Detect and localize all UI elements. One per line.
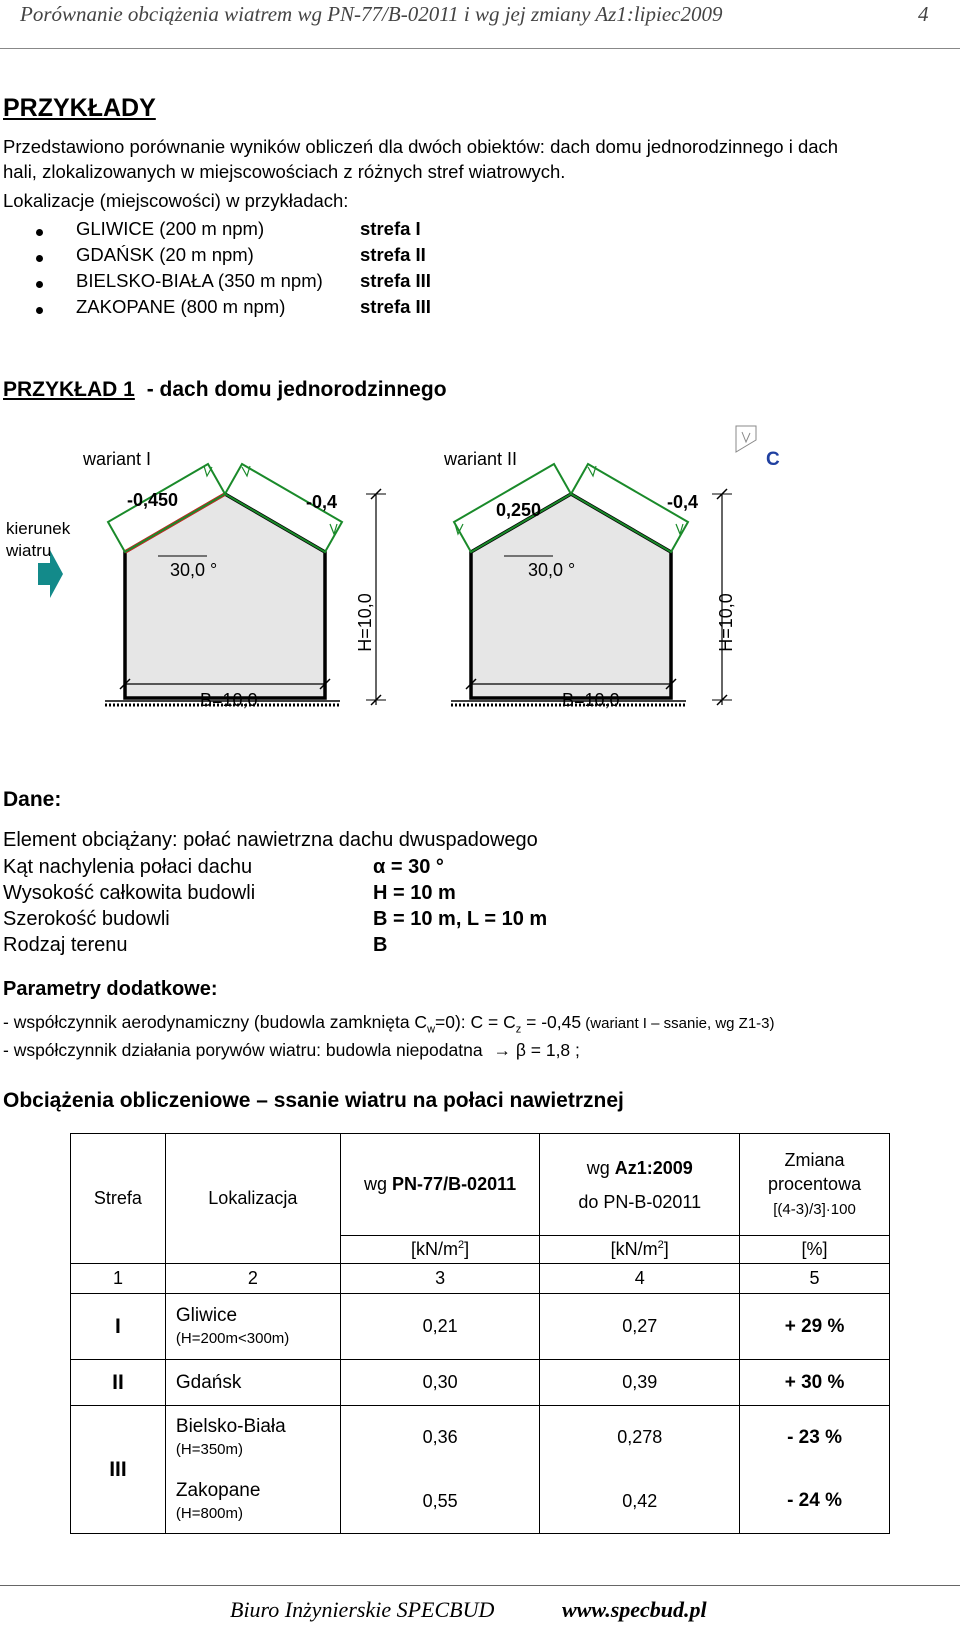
- legend-c-label: C: [766, 449, 780, 470]
- location-name: BIELSKO-BIAŁA (350 m npm): [76, 270, 323, 291]
- location-name: GLIWICE (200 m npm): [76, 218, 265, 239]
- header-pn-code: PN-77/B-02011: [392, 1174, 517, 1194]
- location-name: Gliwice: [175, 1305, 238, 1326]
- unit-cell: [%]: [740, 1236, 890, 1264]
- v2-width-label: B=10,0: [562, 690, 620, 710]
- intro-line-2: hali, zlokalizowanych w miejscowościach z różnych stref wiatrowych.: [3, 161, 566, 182]
- wind-direction-label-1: kierunek: [6, 519, 71, 538]
- col-number: 4: [540, 1264, 740, 1294]
- bullet-icon: [36, 281, 43, 288]
- subscript-w: w: [427, 1023, 436, 1036]
- table-row: [71, 1406, 890, 1470]
- data-row-label: Element obciążany: połać nawietrzna dachu dwuspadowego: [3, 829, 538, 851]
- v2-height-label: H=10,0: [715, 593, 736, 652]
- unit-text: ]: [464, 1239, 470, 1259]
- params-line-2-value: β = 1,8 ;: [515, 1040, 580, 1060]
- v1-width-label: B=10,0: [200, 690, 258, 710]
- v1-windward-coefficient: -0,450: [127, 490, 179, 510]
- bullet-icon: [36, 307, 43, 314]
- v1-leeward-coefficient: -0,4: [306, 492, 338, 512]
- zone-cell: II: [71, 1360, 166, 1406]
- bullet-icon: [36, 255, 43, 262]
- unit-cell: [340, 1236, 540, 1264]
- building-2-outline: [471, 494, 671, 698]
- pn-value: 0,55: [340, 1470, 540, 1534]
- location-name: GDAŃSK (20 m npm): [76, 244, 254, 265]
- location-note: (H=800m): [175, 1504, 243, 1522]
- unit-sup: 2: [657, 1239, 664, 1251]
- locations-label: Lokalizacje (miejscowości) w przykładach:: [3, 190, 349, 211]
- v1-roof-angle: 30,0 °: [170, 560, 218, 580]
- example1-heading-suffix: - dach domu jednorodzinnego: [146, 378, 447, 401]
- legend-c-arrow: [742, 432, 750, 442]
- location-name: Zakopane: [175, 1479, 261, 1501]
- data-row-value: B = 10 m, L = 10 m: [373, 908, 548, 930]
- legend-c-shape: [736, 426, 756, 452]
- variant-2-label: wariant II: [444, 449, 518, 469]
- v1-height-label: H=10,0: [354, 593, 375, 652]
- header-rule: [0, 48, 960, 49]
- building-1-outline: [125, 494, 325, 698]
- location-zone: strefa III: [360, 270, 431, 291]
- column-numbers-row: [71, 1264, 890, 1294]
- document-header-title: Porównanie obciążenia wiatrem wg PN-77/B-02011 i wg jej zmiany Az1:lipiec2009: [20, 2, 723, 26]
- location-name: Gdańsk: [165, 1360, 340, 1406]
- unit-text: [kN/m: [610, 1239, 658, 1259]
- zone-cell: I: [71, 1294, 166, 1360]
- location-name: ZAKOPANE (800 m npm): [76, 296, 286, 317]
- location-zone: strefa II: [360, 244, 426, 265]
- example1-heading-block: [3, 378, 447, 402]
- arrow-right-icon: →: [493, 1040, 511, 1060]
- location-cell: [165, 1470, 340, 1534]
- location-cell: [165, 1406, 340, 1470]
- header-change-formula: [(4-3)/3]·100: [773, 1200, 856, 1218]
- params-line-2-text: - współczynnik działania porywów wiatru: budowla niepodatna: [3, 1040, 483, 1060]
- col-number: 2: [165, 1264, 340, 1294]
- table-row: [71, 1294, 890, 1360]
- header-strefa: Strefa: [71, 1134, 166, 1264]
- unit-sup: 2: [458, 1239, 465, 1251]
- location-note: (H=200m<300m): [175, 1330, 290, 1347]
- change-value: - 24 %: [740, 1470, 890, 1534]
- col-number: 1: [71, 1264, 166, 1294]
- az-value: 0,278: [540, 1406, 740, 1470]
- az-value: 0,27: [540, 1294, 740, 1360]
- data-row-label: Kąt nachylenia połaci dachu: [3, 856, 253, 878]
- header-pn: [340, 1134, 540, 1236]
- location-name: Bielsko-Biała: [175, 1416, 286, 1438]
- data-heading: Dane:: [3, 788, 62, 811]
- data-row-value: B: [373, 934, 388, 956]
- intro-line-1: Przedstawiono porównanie wyników obliczeń dla dwóch obiektów: dach domu jednorodzinnego i dach: [3, 136, 839, 157]
- table-header-row: [71, 1134, 890, 1236]
- footer-company: Biuro Inżynierskie SPECBUD: [230, 1597, 495, 1622]
- params-line-1-text: =0): C = C: [435, 1012, 516, 1032]
- variant-1-label: wariant I: [83, 449, 152, 469]
- v2-roof-angle: 30,0 °: [528, 560, 576, 580]
- az-value: 0,39: [540, 1360, 740, 1406]
- legend-c-icon: [736, 426, 756, 452]
- header-change-2: procentowa: [768, 1173, 862, 1194]
- params-line-2: [3, 1040, 580, 1061]
- params-line-1-value: = -0,45: [521, 1012, 582, 1032]
- wind-direction-label-2: wiatru: [6, 541, 52, 560]
- change-value: - 23 %: [740, 1406, 890, 1470]
- footer-rule: [0, 1585, 960, 1586]
- col-number: 3: [340, 1264, 540, 1294]
- location-zone: strefa III: [360, 296, 431, 317]
- location-cell: [165, 1294, 340, 1360]
- pn-value: 0,36: [340, 1406, 540, 1470]
- results-table: [70, 1133, 890, 1534]
- zone-cell: III: [71, 1406, 166, 1534]
- header-az-prefix: wg: [586, 1157, 615, 1178]
- data-row-label: Rodzaj terenu: [3, 934, 128, 956]
- header-lokalizacja: Lokalizacja: [165, 1134, 340, 1264]
- header-az-line2: do PN-B-02011: [578, 1191, 702, 1212]
- location-note: (H=350m): [175, 1441, 243, 1459]
- pn-value: 0,30: [340, 1360, 540, 1406]
- example1-heading: PRZYKŁAD 1: [3, 378, 135, 401]
- col-number: 5: [740, 1264, 890, 1294]
- table-row: [71, 1470, 890, 1534]
- unit-cell: [540, 1236, 740, 1264]
- params-line-1-note: (wariant I – ssanie, wg Z1-3): [581, 1015, 775, 1032]
- change-value: + 29 %: [740, 1294, 890, 1360]
- loads-heading: Obciążenia obliczeniowe – ssanie wiatru na połaci nawietrznej: [3, 1089, 624, 1112]
- v2-leeward-coefficient: -0,4: [667, 492, 699, 512]
- header-az-code: Az1:2009: [614, 1157, 693, 1178]
- header-az: [540, 1134, 740, 1236]
- params-line-1: [3, 1012, 775, 1036]
- data-row-label: Szerokość budowli: [3, 908, 170, 930]
- page-number: 4: [918, 2, 929, 26]
- az-value: 0,42: [540, 1470, 740, 1534]
- table-row: [71, 1360, 890, 1406]
- data-row-value: α = 30 °: [373, 856, 444, 878]
- subscript-z: z: [515, 1023, 522, 1036]
- unit-text: [kN/m: [411, 1239, 459, 1259]
- bullet-icon: [36, 229, 43, 236]
- unit-text: ]: [663, 1239, 669, 1259]
- params-line-1-text: - współczynnik aerodynamiczny (budowla zamknięta C: [3, 1012, 428, 1032]
- header-pn-prefix: wg: [364, 1174, 393, 1194]
- params-heading: Parametry dodatkowe:: [3, 978, 218, 1000]
- location-zone: strefa I: [360, 218, 421, 239]
- change-value: + 30 %: [740, 1360, 890, 1406]
- examples-heading: PRZYKŁADY: [3, 94, 156, 122]
- header-change: [740, 1134, 890, 1236]
- pn-value: 0,21: [340, 1294, 540, 1360]
- footer-website[interactable]: www.specbud.pl: [562, 1597, 707, 1622]
- data-row-value: H = 10 m: [373, 882, 456, 904]
- v2-windward-coefficient: 0,250: [496, 500, 542, 520]
- data-row-label: Wysokość całkowita budowli: [3, 882, 256, 904]
- header-change-1: Zmiana: [784, 1149, 845, 1170]
